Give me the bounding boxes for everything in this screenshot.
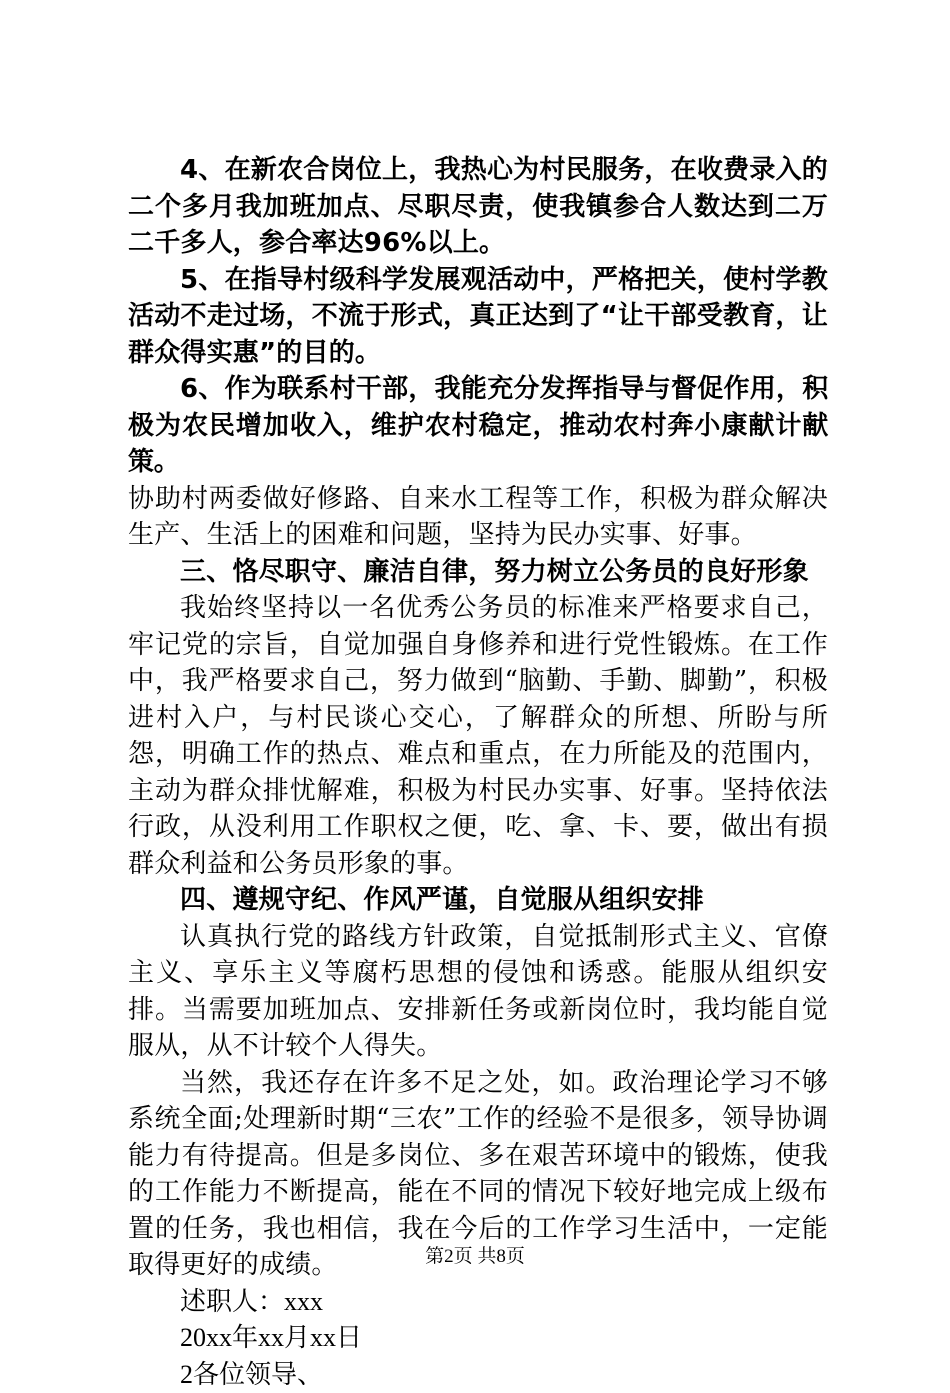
- paragraph-item-5: 5、在指导村级科学发展观活动中，严格把关，使村学教活动不走过场，不流于形式，真正达到了“让干部受教育，让群众得实惠”的目的。: [128, 262, 828, 372]
- section-heading-3: 三、恪尽职守、廉洁自律，努力树立公务员的良好形象: [128, 554, 828, 591]
- document-body: [128, 152, 828, 1393]
- paragraph-section-4: 认真执行党的路线方针政策，自觉抵制形式主义、官僚主义、享乐主义等腐朽思想的侵蚀和诱惑。能服从组织安排。当需要加班加点、安排新任务或新岗位时，我均能自觉服从，从不计较个人得失。: [128, 919, 828, 1065]
- signature-date: 20xx年xx月xx日: [128, 1320, 828, 1357]
- paragraph-section-3: 我始终坚持以一名优秀公务员的标准来严格要求自己，牢记党的宗旨，自觉加强自身修养和进行党性锻炼。在工作中，我严格要求自己，努力做到“脑勤、手勤、脚勤”，积极进村入户，与村民谈心交心，了解群众的所想、所盼与所怨，明确工作的热点、难点和重点，在力所能及的范围内，主动为群众排忧解难，积极为村民办实事、好事。坚持依法行政，从没利用工作职权之便，吃、拿、卡、要，做出有损群众利益和公务员形象的事。: [128, 590, 828, 882]
- page-footer: 第2页 共8页: [0, 1241, 950, 1268]
- paragraph-item-6-continued: 协助村两委做好修路、自来水工程等工作，积极为群众解决生产、生活上的困难和问题，坚持为民办实事、好事。: [128, 481, 828, 554]
- paragraph-item-6: 6、作为联系村干部，我能充分发挥指导与督促作用，积极为农民增加收入，维护农村稳定，推动农村奔小康献计献策。: [128, 371, 828, 481]
- signature-name: 述职人：xxx: [128, 1284, 828, 1321]
- paragraph-item-4: 4、在新农合岗位上，我热心为村民服务，在收费录入的二个多月我加班加点、尽职尽责，使我镇参合人数达到二万二千多人，参合率达96%以上。: [128, 152, 828, 262]
- next-section-start: 2各位领导、: [128, 1357, 828, 1393]
- paragraph-conclusion: 当然，我还存在许多不足之处，如。政治理论学习不够系统全面;处理新时期“三农”工作的经验不是很多，领导协调能力有待提高。但是多岗位、多在艰苦环境中的锻炼，使我的工作能力不断提高，能在不同的情况下较好地完成上级布置的任务，我也相信，我在今后的工作学习生活中，一定能取得更好的成绩。: [128, 1065, 828, 1284]
- section-heading-4: 四、遵规守纪、作风严谨，自觉服从组织安排: [128, 882, 828, 919]
